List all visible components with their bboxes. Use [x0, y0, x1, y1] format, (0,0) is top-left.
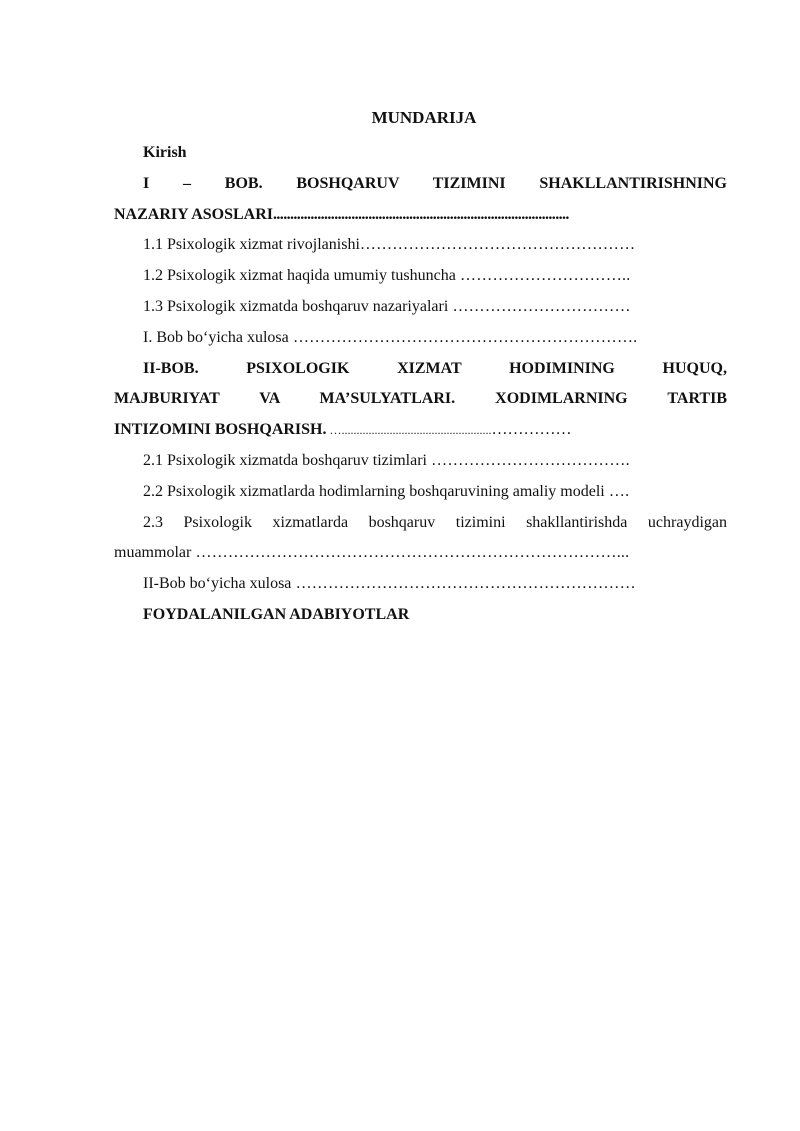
toc-entry-label: I. Bob bo‘yicha xulosa — [143, 328, 289, 346]
toc-entry-label: II-Bob bo‘yicha xulosa — [143, 575, 292, 593]
toc-entry-label-text: muammolar — [114, 544, 192, 562]
toc-entry-label-line-1: II-BOB. PSIXOLOGIK XIZMAT HODIMINING HUQUQ, — [143, 359, 727, 377]
toc-entry-label-text: INTIZOMINI BOSHQARISH. — [114, 421, 327, 439]
toc-entry-1-3[interactable] — [114, 292, 727, 323]
toc-leader-dots: ……………………………………………………… — [291, 575, 636, 593]
toc-entry-label: Kirish — [143, 144, 187, 161]
toc-entry-2-2[interactable] — [114, 477, 727, 508]
toc-entry-label: 2.2 Psixologik xizmatlarda hodimlarning boshqaruvining amaliy modeli — [143, 482, 605, 500]
toc-entry-label-line-1: I – BOB. BOSHQARUV TIZIMINI SHAKLLANTIRISHNING — [143, 174, 727, 192]
toc-leader-dots: ………………………………. — [426, 451, 630, 469]
toc-entry-references[interactable] — [114, 600, 727, 631]
toc-leader-dots: ....................................................................................... — [273, 205, 569, 223]
toc-leader-dots: ……………………………………………………………………... — [191, 544, 630, 562]
toc-entry-1-2[interactable] — [114, 261, 727, 292]
toc-entry-label-line-2: MAJBURIYAT VA MA’SULYATLARI. XODIMLARNING TARTIB — [114, 390, 727, 408]
toc-entry-chapter-2-summary[interactable] — [114, 569, 727, 600]
toc-entry-label: 1.3 Psixologik xizmatda boshqaruv nazariyalari — [143, 297, 449, 315]
toc-leader-dots: …………………………………………… — [359, 236, 636, 254]
toc-entry-2-3[interactable] — [114, 508, 727, 570]
toc-leader-dots: ….................................................. — [326, 423, 492, 438]
toc-entry-kirish[interactable] — [114, 138, 727, 169]
toc-entry-label: 1.1 Psixologik xizmat rivojlanishi — [143, 236, 360, 254]
toc-leader-dots: ………………………………………………………. — [288, 328, 638, 346]
toc-leader-dots: …………………………… — [448, 297, 631, 315]
toc-entry-label: 1.2 Psixologik xizmat haqida umumiy tushuncha — [143, 267, 456, 285]
toc-entry-chapter-1[interactable] — [114, 169, 727, 231]
toc-entry-1-1[interactable] — [114, 230, 727, 261]
toc-leader-dots-end: …………… — [491, 421, 572, 439]
toc-entry-2-1[interactable] — [114, 446, 727, 477]
table-of-contents — [114, 138, 727, 631]
toc-leader-dots: ………………………….. — [455, 267, 631, 285]
toc-entry-label-line-2 — [114, 538, 727, 569]
toc-entry-label: 2.1 Psixologik xizmatda boshqaruv tizimlari — [143, 451, 427, 469]
toc-entry-label: FOYDALANILGAN ADABIYOTLAR — [143, 605, 410, 623]
toc-entry-label-line-1: 2.3 Psixologik xizmatlarda boshqaruv tizimini shakllantirishda uchraydigan — [143, 513, 727, 531]
toc-entry-chapter-1-summary[interactable] — [114, 323, 727, 354]
toc-entry-label-line-2 — [114, 200, 727, 231]
page-title: MUNDARIJA — [371, 108, 477, 127]
toc-leader-dots: …. — [604, 482, 630, 500]
toc-entry-label-line-3 — [114, 415, 727, 446]
toc-entry-label-text: NAZARIY ASOSLARI — [114, 205, 273, 223]
toc-entry-chapter-2[interactable] — [114, 354, 727, 446]
